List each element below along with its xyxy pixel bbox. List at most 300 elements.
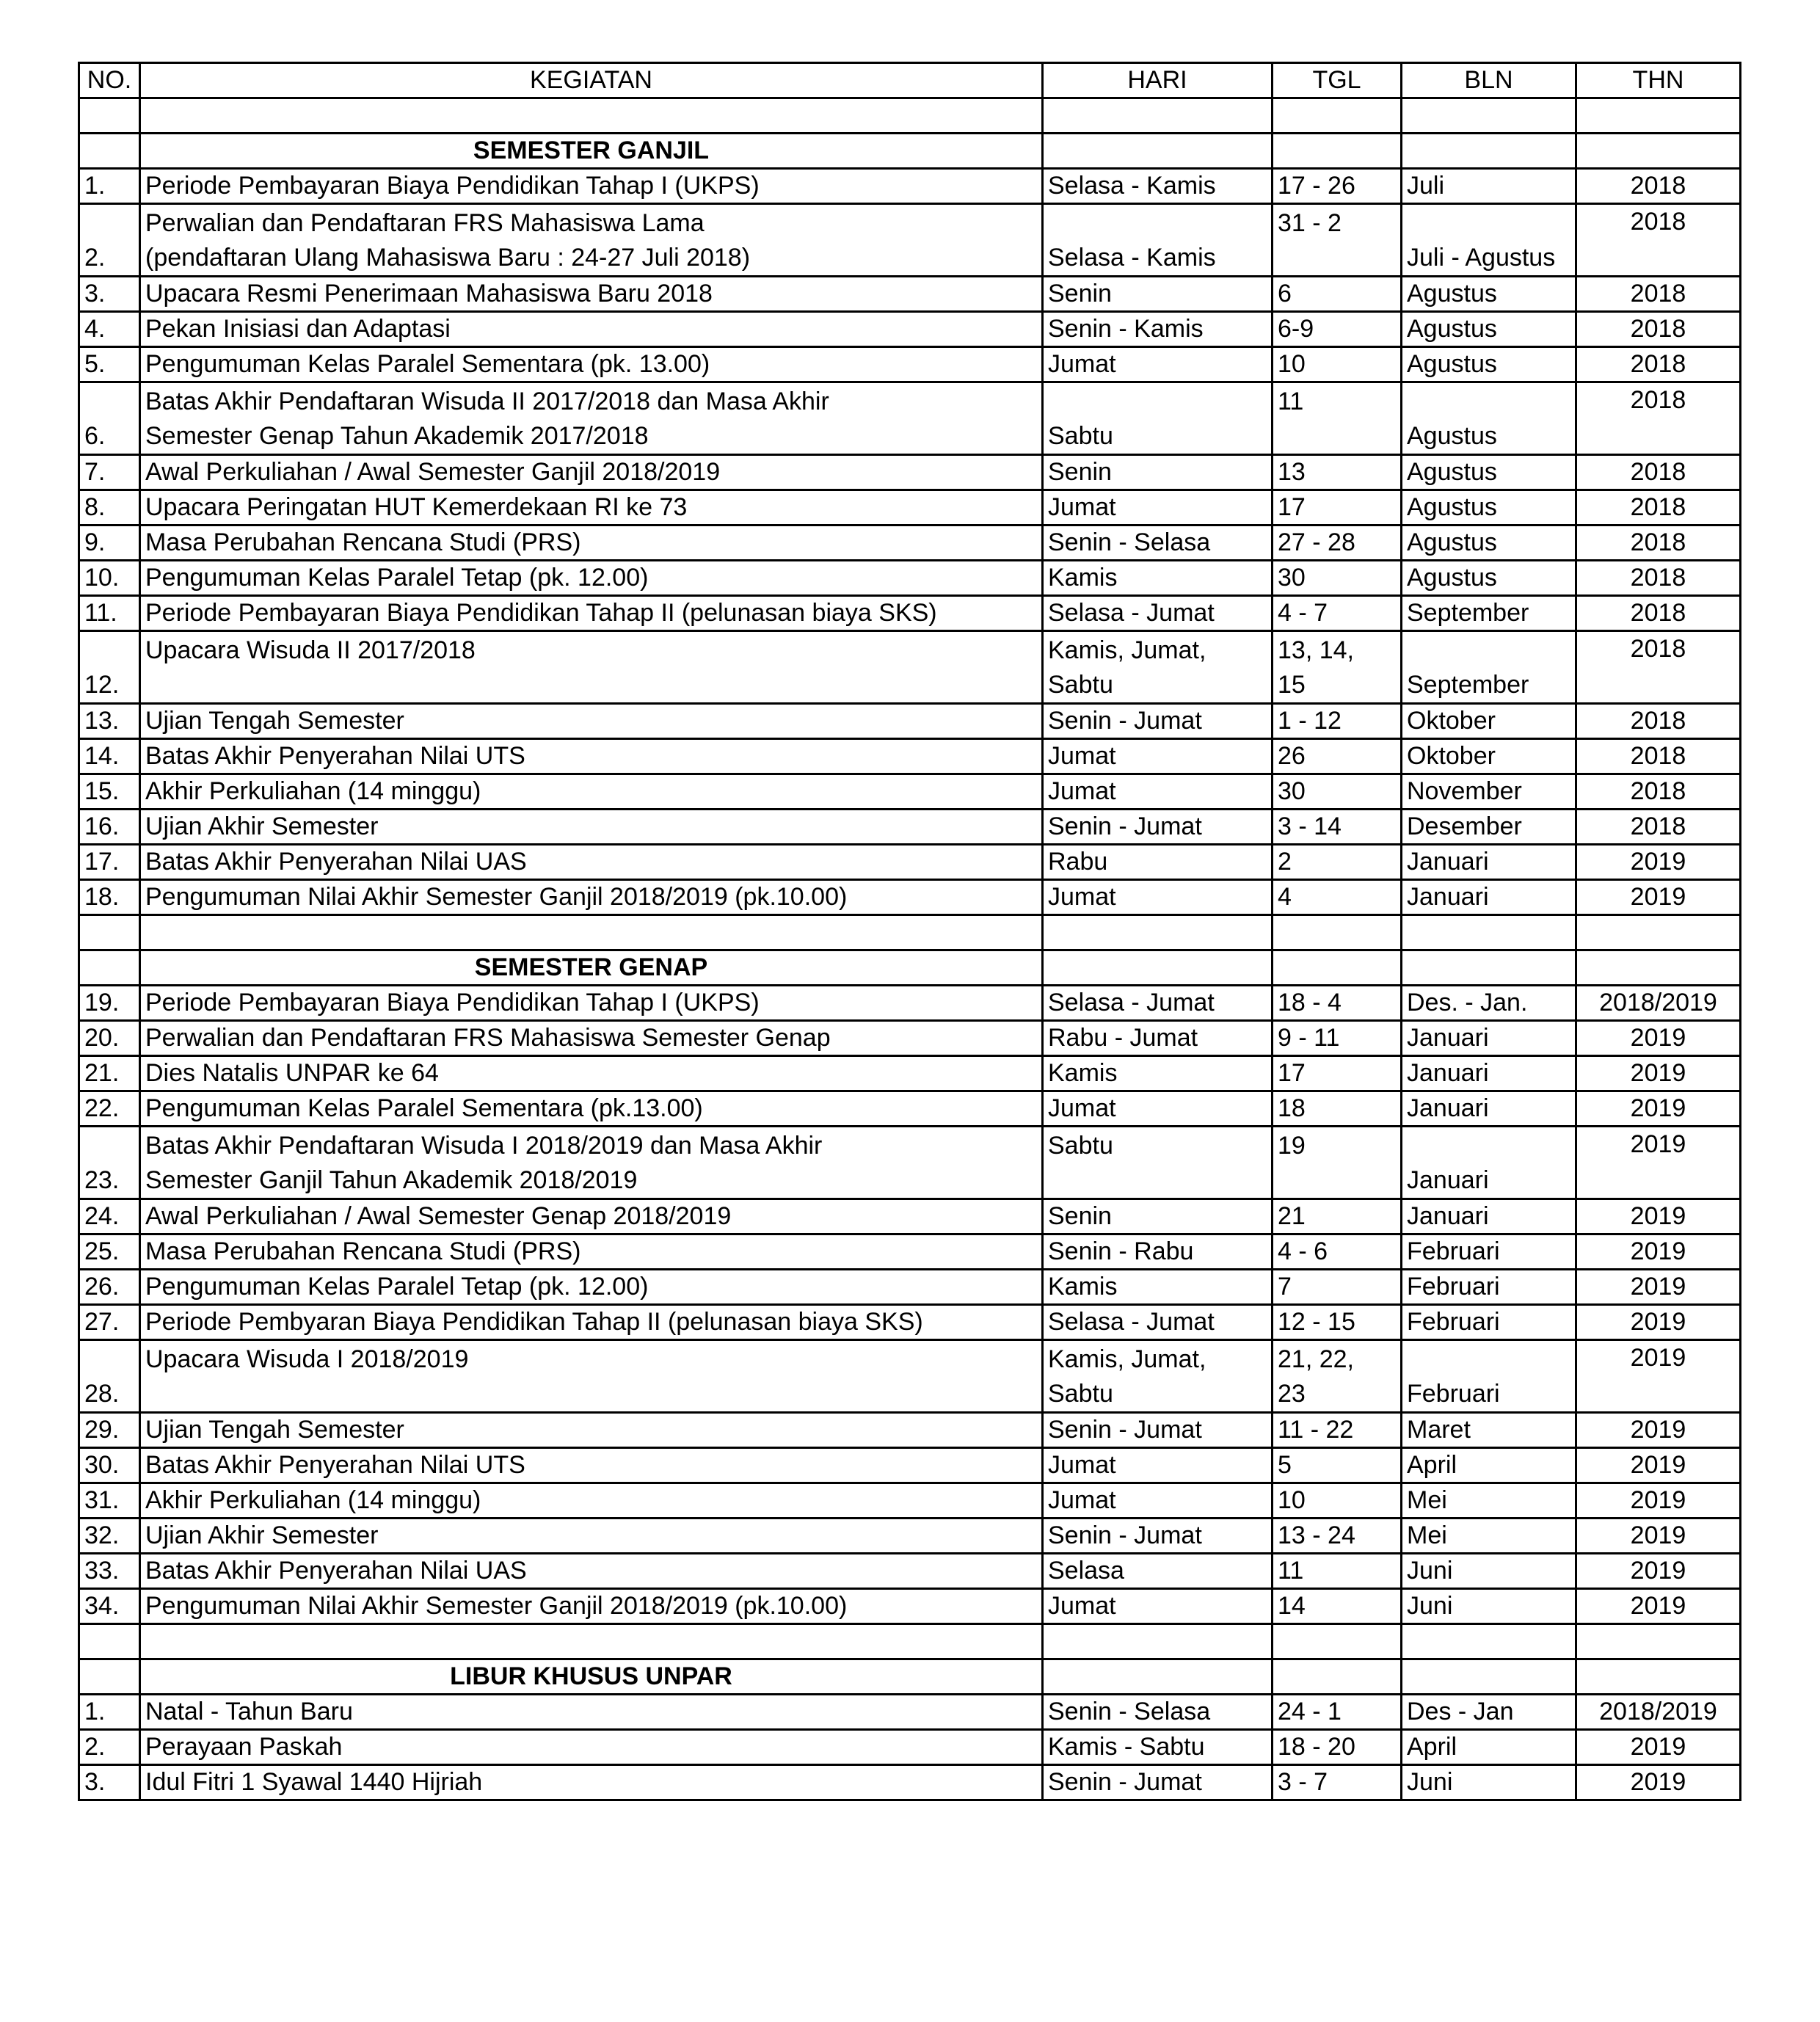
cell-bln: Desember xyxy=(1402,810,1576,845)
cell-tgl xyxy=(1273,98,1402,134)
cell-hari: Senin - Jumat xyxy=(1043,810,1273,845)
spacer-row xyxy=(79,1624,1741,1659)
cell-thn: 2019 xyxy=(1576,1056,1741,1091)
cell-no xyxy=(79,134,140,169)
cell-hari: Selasa - Jumat xyxy=(1043,596,1273,631)
cell-no: 2. xyxy=(79,204,140,277)
cell-tgl xyxy=(1273,134,1402,169)
cell-thn: 2018 xyxy=(1576,774,1741,810)
cell-no: 30. xyxy=(79,1448,140,1483)
cell-bln: Oktober xyxy=(1402,739,1576,774)
cell-hari: Senin xyxy=(1043,277,1273,312)
cell-no: 3. xyxy=(79,1765,140,1800)
cell-thn: 2019 xyxy=(1576,1234,1741,1270)
section-title: LIBUR KHUSUS UNPAR xyxy=(140,1659,1043,1695)
cell-thn: 2019 xyxy=(1576,1199,1741,1234)
table-row xyxy=(79,631,1741,704)
cell-hari: Kamis - Sabtu xyxy=(1043,1730,1273,1765)
cell-tgl: 18 - 20 xyxy=(1273,1730,1402,1765)
cell-hari xyxy=(1043,915,1273,950)
cell-line xyxy=(1407,1129,1570,1163)
cell-kegiatan: Upacara Resmi Penerimaan Mahasiswa Baru 2018 xyxy=(140,277,1043,312)
cell-line xyxy=(1407,206,1570,241)
header-row xyxy=(79,63,1741,98)
table-row xyxy=(79,774,1741,810)
cell-bln: November xyxy=(1402,774,1576,810)
cell-bln: Oktober xyxy=(1402,704,1576,739)
cell-line xyxy=(1278,241,1396,275)
cell-tgl: 3 - 14 xyxy=(1273,810,1402,845)
cell-hari xyxy=(1043,631,1273,704)
cell-no: 7. xyxy=(79,455,140,490)
section-title: SEMESTER GANJIL xyxy=(140,134,1043,169)
section-title-row xyxy=(79,134,1741,169)
cell-tgl: 24 - 1 xyxy=(1273,1695,1402,1730)
cell-bln: April xyxy=(1402,1448,1576,1483)
cell-thn: 2019 xyxy=(1576,1127,1741,1199)
cell-thn: 2018 xyxy=(1576,704,1741,739)
cell-no: 15. xyxy=(79,774,140,810)
table-row xyxy=(79,739,1741,774)
cell-hari: Senin xyxy=(1043,1199,1273,1234)
cell-bln: Agustus xyxy=(1402,277,1576,312)
cell-hari xyxy=(1043,1340,1273,1413)
cell-hari: Jumat xyxy=(1043,1589,1273,1624)
table-row xyxy=(79,845,1741,880)
cell-line: (pendaftaran Ulang Mahasiswa Baru : 24-27 Juli 2018) xyxy=(145,244,751,272)
cell-hari xyxy=(1043,382,1273,455)
cell-no: 1. xyxy=(79,169,140,204)
cell-hari: Jumat xyxy=(1043,347,1273,382)
cell-thn xyxy=(1576,1624,1741,1659)
cell-tgl: 26 xyxy=(1273,739,1402,774)
cell-line xyxy=(1407,385,1570,419)
cell-no: 17. xyxy=(79,845,140,880)
section-title-row xyxy=(79,1659,1741,1695)
cell-no: 33. xyxy=(79,1554,140,1589)
cell-line: 19 xyxy=(1278,1132,1306,1160)
table-row xyxy=(79,1021,1741,1056)
cell-line: 15 xyxy=(1278,671,1306,699)
table-row xyxy=(79,1554,1741,1589)
cell-thn: 2018 xyxy=(1576,561,1741,596)
cell-thn: 2019 xyxy=(1576,1448,1741,1483)
cell-bln: Januari xyxy=(1402,1091,1576,1127)
cell-hari: Senin - Jumat xyxy=(1043,1519,1273,1554)
cell-tgl xyxy=(1273,1127,1402,1199)
cell-tgl: 13 - 24 xyxy=(1273,1519,1402,1554)
cell-line: Perwalian dan Pendaftaran FRS Mahasiswa Lama xyxy=(145,209,705,237)
cell-thn: 2018 xyxy=(1576,490,1741,525)
table-row xyxy=(79,455,1741,490)
cell-kegiatan xyxy=(140,915,1043,950)
cell-thn: 2019 xyxy=(1576,880,1741,915)
cell-bln xyxy=(1402,1127,1576,1199)
cell-no: 22. xyxy=(79,1091,140,1127)
cell-bln xyxy=(1402,1340,1576,1413)
cell-hari xyxy=(1043,1624,1273,1659)
cell-no xyxy=(79,1624,140,1659)
cell-tgl: 5 xyxy=(1273,1448,1402,1483)
cell-thn: 2019 xyxy=(1576,1413,1741,1448)
cell-kegiatan: Batas Akhir Penyerahan Nilai UTS xyxy=(140,739,1043,774)
cell-bln: Agustus xyxy=(1402,561,1576,596)
cell-bln xyxy=(1402,950,1576,986)
cell-tgl: 4 xyxy=(1273,880,1402,915)
cell-hari: Senin xyxy=(1043,455,1273,490)
cell-tgl: 6-9 xyxy=(1273,312,1402,347)
cell-thn: 2019 xyxy=(1576,1340,1741,1413)
cell-line: 23 xyxy=(1278,1380,1306,1408)
cell-line: Sabtu xyxy=(1048,1380,1113,1408)
cell-tgl: 3 - 7 xyxy=(1273,1765,1402,1800)
cell-line xyxy=(145,668,1037,702)
table-row xyxy=(79,277,1741,312)
cell-kegiatan: Batas Akhir Penyerahan Nilai UAS xyxy=(140,845,1043,880)
spacer-row xyxy=(79,98,1741,134)
cell-no: 9. xyxy=(79,525,140,561)
cell-thn: 2018 xyxy=(1576,739,1741,774)
cell-no: 28. xyxy=(79,1340,140,1413)
cell-no: 32. xyxy=(79,1519,140,1554)
cell-line: Sabtu xyxy=(1048,422,1113,450)
cell-tgl: 17 xyxy=(1273,1056,1402,1091)
cell-no: 23. xyxy=(79,1127,140,1199)
cell-kegiatan xyxy=(140,1624,1043,1659)
cell-kegiatan: Pengumuman Kelas Paralel Sementara (pk.13.00) xyxy=(140,1091,1043,1127)
table-row xyxy=(79,347,1741,382)
cell-no: 20. xyxy=(79,1021,140,1056)
cell-line: 31 - 2 xyxy=(1278,209,1342,237)
cell-kegiatan: Idul Fitri 1 Syawal 1440 Hijriah xyxy=(140,1765,1043,1800)
cell-hari xyxy=(1043,98,1273,134)
cell-kegiatan xyxy=(140,631,1043,704)
cell-bln xyxy=(1402,382,1576,455)
section-title-row xyxy=(79,950,1741,986)
cell-kegiatan: Dies Natalis UNPAR ke 64 xyxy=(140,1056,1043,1091)
cell-hari: Jumat xyxy=(1043,1091,1273,1127)
cell-thn: 2018/2019 xyxy=(1576,1695,1741,1730)
cell-kegiatan: Pengumuman Nilai Akhir Semester Ganjil 2018/2019 (pk.10.00) xyxy=(140,880,1043,915)
table-row xyxy=(79,382,1741,455)
cell-line: Juli - Agustus xyxy=(1407,244,1556,272)
cell-tgl: 9 - 11 xyxy=(1273,1021,1402,1056)
cell-thn: 2019 xyxy=(1576,1765,1741,1800)
cell-thn: 2019 xyxy=(1576,1554,1741,1589)
cell-no xyxy=(79,98,140,134)
cell-line xyxy=(1048,206,1267,241)
cell-no: 16. xyxy=(79,810,140,845)
header-thn: THN xyxy=(1576,63,1741,98)
cell-kegiatan: Ujian Tengah Semester xyxy=(140,704,1043,739)
cell-line: Kamis, Jumat, xyxy=(1048,636,1206,664)
table-row xyxy=(79,1091,1741,1127)
cell-tgl xyxy=(1273,631,1402,704)
table-row xyxy=(79,490,1741,525)
cell-line: Sabtu xyxy=(1048,1132,1113,1160)
table-row xyxy=(79,204,1741,277)
table-row xyxy=(79,1127,1741,1199)
table-row xyxy=(79,986,1741,1021)
cell-no: 11. xyxy=(79,596,140,631)
cell-kegiatan: Awal Perkuliahan / Awal Semester Genap 2018/2019 xyxy=(140,1199,1043,1234)
cell-bln: Juni xyxy=(1402,1765,1576,1800)
cell-tgl: 11 - 22 xyxy=(1273,1413,1402,1448)
table-row xyxy=(79,1765,1741,1800)
cell-hari: Senin - Kamis xyxy=(1043,312,1273,347)
cell-hari: Kamis xyxy=(1043,561,1273,596)
cell-no xyxy=(79,950,140,986)
cell-no: 29. xyxy=(79,1413,140,1448)
cell-line: Semester Ganjil Tahun Akademik 2018/2019 xyxy=(145,1166,638,1194)
cell-kegiatan: Masa Perubahan Rencana Studi (PRS) xyxy=(140,525,1043,561)
cell-kegiatan: Upacara Peringatan HUT Kemerdekaan RI ke 73 xyxy=(140,490,1043,525)
cell-bln: Januari xyxy=(1402,1056,1576,1091)
cell-bln xyxy=(1402,915,1576,950)
table-row xyxy=(79,1234,1741,1270)
cell-tgl: 30 xyxy=(1273,561,1402,596)
table-row xyxy=(79,880,1741,915)
table-row xyxy=(79,312,1741,347)
cell-tgl: 18 xyxy=(1273,1091,1402,1127)
cell-tgl: 17 - 26 xyxy=(1273,169,1402,204)
cell-bln: Mei xyxy=(1402,1519,1576,1554)
cell-kegiatan: Batas Akhir Penyerahan Nilai UTS xyxy=(140,1448,1043,1483)
cell-kegiatan: Pengumuman Kelas Paralel Tetap (pk. 12.00) xyxy=(140,561,1043,596)
cell-line xyxy=(1048,1163,1267,1198)
cell-tgl: 21 xyxy=(1273,1199,1402,1234)
cell-hari xyxy=(1043,950,1273,986)
cell-line: Selasa - Kamis xyxy=(1048,244,1216,272)
cell-tgl: 14 xyxy=(1273,1589,1402,1624)
cell-hari: Jumat xyxy=(1043,490,1273,525)
cell-kegiatan: Pekan Inisiasi dan Adaptasi xyxy=(140,312,1043,347)
table-body xyxy=(79,98,1741,1800)
cell-hari: Senin - Selasa xyxy=(1043,525,1273,561)
cell-bln xyxy=(1402,1624,1576,1659)
cell-line xyxy=(1407,633,1570,668)
cell-line: Februari xyxy=(1407,1380,1500,1408)
cell-line: Upacara Wisuda I 2018/2019 xyxy=(145,1345,469,1373)
cell-bln: Agustus xyxy=(1402,455,1576,490)
cell-bln: Januari xyxy=(1402,1021,1576,1056)
cell-kegiatan xyxy=(140,98,1043,134)
cell-hari: Rabu xyxy=(1043,845,1273,880)
cell-bln xyxy=(1402,134,1576,169)
cell-kegiatan: Perwalian dan Pendaftaran FRS Mahasiswa Semester Genap xyxy=(140,1021,1043,1056)
cell-thn: 2018 xyxy=(1576,810,1741,845)
cell-hari: Kamis xyxy=(1043,1270,1273,1305)
cell-line: 21, 22, xyxy=(1278,1345,1354,1373)
cell-line xyxy=(1278,1163,1396,1198)
spacer-row xyxy=(79,915,1741,950)
cell-no: 8. xyxy=(79,490,140,525)
cell-hari: Jumat xyxy=(1043,774,1273,810)
cell-line: Sabtu xyxy=(1048,671,1113,699)
cell-kegiatan: Pengumuman Nilai Akhir Semester Ganjil 2018/2019 (pk.10.00) xyxy=(140,1589,1043,1624)
table-row xyxy=(79,1413,1741,1448)
cell-tgl xyxy=(1273,1340,1402,1413)
cell-hari: Selasa xyxy=(1043,1554,1273,1589)
cell-tgl xyxy=(1273,950,1402,986)
cell-tgl: 10 xyxy=(1273,1483,1402,1519)
cell-no: 3. xyxy=(79,277,140,312)
cell-kegiatan: Periode Pembayaran Biaya Pendidikan Tahap II (pelunasan biaya SKS) xyxy=(140,596,1043,631)
cell-hari xyxy=(1043,1659,1273,1695)
header-bln: BLN xyxy=(1402,63,1576,98)
cell-tgl: 12 - 15 xyxy=(1273,1305,1402,1340)
cell-thn: 2018/2019 xyxy=(1576,986,1741,1021)
cell-line: Semester Genap Tahun Akademik 2017/2018 xyxy=(145,422,649,450)
table-row xyxy=(79,1730,1741,1765)
cell-bln xyxy=(1402,631,1576,704)
cell-tgl: 17 xyxy=(1273,490,1402,525)
cell-bln: Maret xyxy=(1402,1413,1576,1448)
cell-thn: 2019 xyxy=(1576,1519,1741,1554)
table-row xyxy=(79,1199,1741,1234)
cell-thn: 2019 xyxy=(1576,1270,1741,1305)
cell-bln xyxy=(1402,1659,1576,1695)
cell-hari: Selasa - Kamis xyxy=(1043,169,1273,204)
cell-tgl: 10 xyxy=(1273,347,1402,382)
header-kegiatan: KEGIATAN xyxy=(140,63,1043,98)
cell-hari: Selasa - Jumat xyxy=(1043,1305,1273,1340)
cell-bln: September xyxy=(1402,596,1576,631)
cell-hari: Jumat xyxy=(1043,1448,1273,1483)
cell-line xyxy=(145,1377,1037,1411)
cell-bln: Mei xyxy=(1402,1483,1576,1519)
cell-thn xyxy=(1576,134,1741,169)
cell-line: 13, 14, xyxy=(1278,636,1354,664)
cell-bln: Januari xyxy=(1402,845,1576,880)
cell-kegiatan: Ujian Akhir Semester xyxy=(140,1519,1043,1554)
section-title: SEMESTER GENAP xyxy=(140,950,1043,986)
cell-tgl xyxy=(1273,1659,1402,1695)
cell-thn: 2019 xyxy=(1576,1021,1741,1056)
cell-tgl: 7 xyxy=(1273,1270,1402,1305)
cell-kegiatan xyxy=(140,1340,1043,1413)
table-row xyxy=(79,810,1741,845)
cell-kegiatan: Awal Perkuliahan / Awal Semester Ganjil 2018/2019 xyxy=(140,455,1043,490)
cell-line: Agustus xyxy=(1407,422,1497,450)
cell-bln: Juni xyxy=(1402,1554,1576,1589)
cell-hari: Senin - Jumat xyxy=(1043,1765,1273,1800)
cell-thn xyxy=(1576,915,1741,950)
table-row xyxy=(79,1340,1741,1413)
cell-kegiatan xyxy=(140,204,1043,277)
cell-kegiatan xyxy=(140,1127,1043,1199)
table-row xyxy=(79,1056,1741,1091)
cell-no: 19. xyxy=(79,986,140,1021)
table-row xyxy=(79,1519,1741,1554)
cell-kegiatan: Periode Pembayaran Biaya Pendidikan Tahap I (UKPS) xyxy=(140,986,1043,1021)
cell-tgl: 4 - 6 xyxy=(1273,1234,1402,1270)
cell-no: 34. xyxy=(79,1589,140,1624)
cell-bln: Agustus xyxy=(1402,525,1576,561)
cell-bln: April xyxy=(1402,1730,1576,1765)
cell-bln: Februari xyxy=(1402,1234,1576,1270)
cell-bln: Februari xyxy=(1402,1270,1576,1305)
cell-kegiatan: Periode Pembayaran Biaya Pendidikan Tahap I (UKPS) xyxy=(140,169,1043,204)
cell-kegiatan: Natal - Tahun Baru xyxy=(140,1695,1043,1730)
cell-hari xyxy=(1043,134,1273,169)
header-tgl: TGL xyxy=(1273,63,1402,98)
cell-thn: 2019 xyxy=(1576,1730,1741,1765)
cell-thn xyxy=(1576,1659,1741,1695)
cell-bln: Des. - Jan. xyxy=(1402,986,1576,1021)
cell-no: 6. xyxy=(79,382,140,455)
table-row xyxy=(79,1305,1741,1340)
cell-kegiatan xyxy=(140,382,1043,455)
cell-thn: 2019 xyxy=(1576,1483,1741,1519)
cell-thn: 2018 xyxy=(1576,525,1741,561)
table-row xyxy=(79,1270,1741,1305)
cell-hari: Senin - Jumat xyxy=(1043,1413,1273,1448)
cell-thn: 2018 xyxy=(1576,455,1741,490)
cell-hari: Kamis xyxy=(1043,1056,1273,1091)
table-row xyxy=(79,704,1741,739)
cell-no: 13. xyxy=(79,704,140,739)
cell-tgl xyxy=(1273,382,1402,455)
cell-tgl xyxy=(1273,1624,1402,1659)
cell-no: 5. xyxy=(79,347,140,382)
table-row xyxy=(79,1589,1741,1624)
cell-bln: Juni xyxy=(1402,1589,1576,1624)
cell-line: Kamis, Jumat, xyxy=(1048,1345,1206,1373)
cell-thn: 2018 xyxy=(1576,347,1741,382)
header-hari: HARI xyxy=(1043,63,1273,98)
table-row xyxy=(79,525,1741,561)
cell-no: 14. xyxy=(79,739,140,774)
cell-no: 12. xyxy=(79,631,140,704)
cell-no: 18. xyxy=(79,880,140,915)
cell-tgl: 11 xyxy=(1273,1554,1402,1589)
cell-thn: 2018 xyxy=(1576,631,1741,704)
cell-kegiatan: Masa Perubahan Rencana Studi (PRS) xyxy=(140,1234,1043,1270)
cell-hari: Selasa - Jumat xyxy=(1043,986,1273,1021)
academic-calendar-table xyxy=(78,62,1741,1801)
cell-tgl: 1 - 12 xyxy=(1273,704,1402,739)
cell-kegiatan: Pengumuman Kelas Paralel Sementara (pk. 13.00) xyxy=(140,347,1043,382)
cell-hari: Senin - Rabu xyxy=(1043,1234,1273,1270)
cell-kegiatan: Akhir Perkuliahan (14 minggu) xyxy=(140,1483,1043,1519)
cell-bln xyxy=(1402,204,1576,277)
cell-tgl xyxy=(1273,204,1402,277)
cell-bln: Januari xyxy=(1402,1199,1576,1234)
cell-tgl: 4 - 7 xyxy=(1273,596,1402,631)
table-row xyxy=(79,1483,1741,1519)
cell-thn: 2018 xyxy=(1576,169,1741,204)
cell-no: 2. xyxy=(79,1730,140,1765)
cell-bln: Agustus xyxy=(1402,347,1576,382)
cell-tgl: 6 xyxy=(1273,277,1402,312)
cell-thn: 2018 xyxy=(1576,312,1741,347)
cell-kegiatan: Ujian Akhir Semester xyxy=(140,810,1043,845)
cell-no: 10. xyxy=(79,561,140,596)
cell-line: Batas Akhir Pendaftaran Wisuda II 2017/2018 dan Masa Akhir xyxy=(145,388,829,415)
cell-tgl: 18 - 4 xyxy=(1273,986,1402,1021)
cell-tgl: 27 - 28 xyxy=(1273,525,1402,561)
cell-hari: Senin - Jumat xyxy=(1043,704,1273,739)
cell-kegiatan: Periode Pembyaran Biaya Pendidikan Tahap II (pelunasan biaya SKS) xyxy=(140,1305,1043,1340)
table-row xyxy=(79,1695,1741,1730)
cell-line: Batas Akhir Pendaftaran Wisuda I 2018/2019 dan Masa Akhir xyxy=(145,1132,823,1160)
table-row xyxy=(79,1448,1741,1483)
cell-hari: Rabu - Jumat xyxy=(1043,1021,1273,1056)
cell-tgl: 2 xyxy=(1273,845,1402,880)
cell-line: Upacara Wisuda II 2017/2018 xyxy=(145,636,476,664)
header-no: NO. xyxy=(79,63,140,98)
